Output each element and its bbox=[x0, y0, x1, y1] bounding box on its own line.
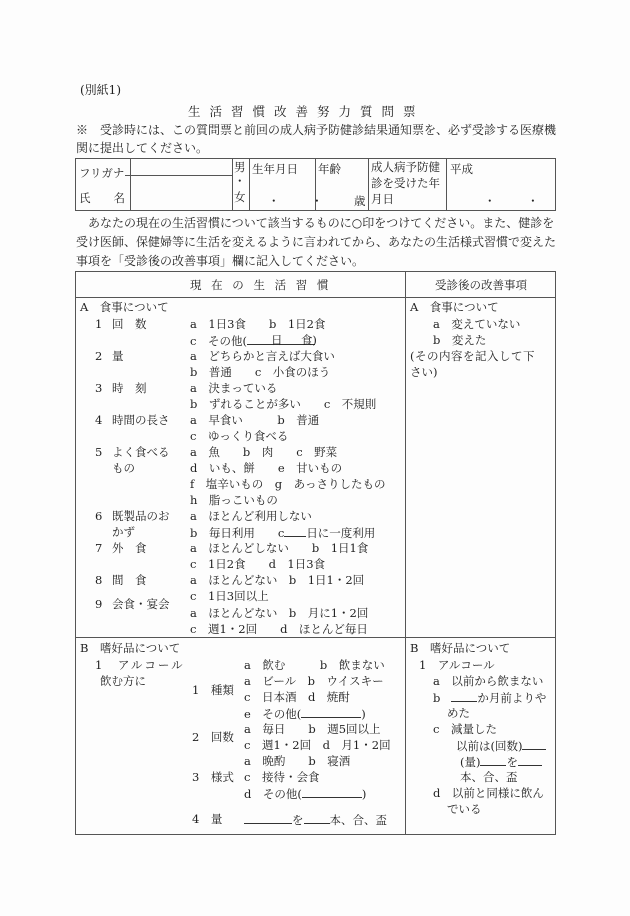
a5-number: 5 bbox=[95, 445, 103, 459]
section-b-heading: B 嗜好品について bbox=[80, 641, 181, 655]
a6-label: 既製品のお bbox=[112, 509, 170, 523]
b1-type-options-3[interactable] bbox=[244, 705, 366, 722]
a9-label: 会食・宴会 bbox=[112, 597, 170, 611]
a1-options-2[interactable] bbox=[190, 332, 315, 349]
sex-female-option[interactable]: 女 bbox=[234, 190, 246, 204]
checkup-date-label-3: 月日 bbox=[371, 192, 394, 206]
b4-wo: を bbox=[292, 813, 304, 827]
after-b-reduced-option[interactable]: c 減量した bbox=[433, 722, 497, 736]
instructions-line-1: あなたの現在の生活習慣について該当するものに○印をつけてください。また、健診を bbox=[76, 216, 555, 230]
a6-number: 6 bbox=[95, 509, 103, 523]
a8-number: 8 bbox=[95, 573, 103, 587]
after-b-before-amount-type-field[interactable] bbox=[480, 753, 506, 766]
after-a-changed-option[interactable]: b 変えた bbox=[433, 333, 487, 347]
a1-options-1[interactable]: a 1日3食 b 1日2食 bbox=[190, 317, 326, 331]
a9-options-2[interactable]: c 週1・2回 d ほとんど毎日 bbox=[190, 622, 368, 636]
a7-options-1[interactable]: a ほとんどしない b 1日1食 bbox=[190, 541, 369, 555]
after-b-same-cont: でいる bbox=[447, 802, 482, 816]
b3-style-options-1[interactable]: a 晩酌 b 寝酒 bbox=[244, 754, 351, 768]
b3-other-field[interactable] bbox=[302, 785, 362, 798]
b4-amount-label: 4 量 bbox=[192, 812, 223, 826]
a5-label: よく食べる bbox=[112, 445, 170, 459]
b-alcohol-label: 1 アルコール bbox=[95, 658, 185, 672]
a9-number: 9 bbox=[95, 597, 103, 611]
a6-days-field[interactable] bbox=[284, 524, 306, 537]
furigana-label: フリガナ bbox=[79, 166, 125, 180]
after-b-units: 本、合、盃 bbox=[460, 770, 518, 784]
b3-style-options-3[interactable] bbox=[244, 785, 366, 802]
after-b-months-field[interactable] bbox=[451, 689, 477, 702]
b1-type-label: 1 種類 bbox=[192, 683, 234, 697]
birthdate-label: 生年月日 bbox=[252, 162, 298, 176]
after-b-quit-cont: めた bbox=[447, 706, 470, 720]
b3-other-label: d その他( bbox=[244, 787, 302, 801]
attachment-label: (別紙1) bbox=[80, 83, 121, 97]
after-b-alcohol-label: 1 アルコール bbox=[419, 658, 495, 672]
b-drinkers-label: 飲む方に bbox=[100, 674, 146, 688]
after-b-never-option[interactable]: a 以前から飲まない bbox=[433, 674, 544, 688]
a1-other-label: c その他( bbox=[190, 334, 247, 348]
a1-number: 1 bbox=[95, 317, 103, 331]
a2-options-1[interactable]: a どちらかと言えば大食い bbox=[190, 349, 335, 363]
a6-label-cont: かず bbox=[112, 525, 135, 539]
after-a-unchanged-option[interactable]: a 変えていない bbox=[433, 317, 521, 331]
a6-options-2[interactable] bbox=[190, 524, 375, 541]
b3-style-options-2[interactable]: c 接待・会食 bbox=[244, 770, 320, 784]
b3-style-label: 3 様式 bbox=[192, 770, 234, 784]
a8-label: 間 食 bbox=[112, 573, 147, 587]
a4-label: 時間の長さ bbox=[112, 413, 170, 427]
notice-line-2: 関に提出してください。 bbox=[76, 141, 209, 155]
sex-separator: ・ bbox=[234, 174, 246, 188]
birthdate-field[interactable]: ・ ・ bbox=[268, 194, 337, 208]
page-title: 生活習慣改善努力質問票 bbox=[188, 104, 425, 119]
column-header-improvements: 受診後の改善事項 bbox=[435, 278, 527, 292]
a7-label: 外 食 bbox=[112, 541, 147, 555]
b2-frequency-label: 2 回数 bbox=[192, 730, 234, 744]
after-a-heading: A 食事について bbox=[410, 300, 499, 314]
a8-options-2[interactable]: c 1日3回以上 bbox=[190, 589, 269, 603]
after-b-before-count-row bbox=[456, 737, 546, 754]
b4-quantity-field[interactable] bbox=[304, 811, 330, 824]
a3-label: 時 刻 bbox=[112, 381, 147, 395]
a5-options-3[interactable]: f 塩辛いもの g あっさりしたもの bbox=[190, 477, 386, 491]
b-drink-yes-no[interactable]: a 飲む b 飲まない bbox=[244, 658, 385, 672]
a2-options-2[interactable]: b 普通 c 小食のほう bbox=[190, 365, 331, 379]
after-b-heading: B 嗜好品について bbox=[410, 641, 511, 655]
age-label: 年齢 bbox=[318, 162, 341, 176]
name-label: 氏 名 bbox=[79, 191, 125, 205]
a4-options-2[interactable]: c ゆっくり食べる bbox=[190, 429, 289, 443]
name-field[interactable] bbox=[131, 176, 231, 210]
instructions-line-3: 事項を「受診後の改善事項」欄に記入してください。 bbox=[76, 254, 365, 268]
b4-units: 本、合、盃 bbox=[329, 813, 387, 827]
furigana-field[interactable] bbox=[131, 159, 231, 175]
b4-drink-type-field[interactable] bbox=[244, 811, 292, 824]
a6-options-1[interactable]: a ほとんど利用しない bbox=[190, 509, 312, 523]
a5-options-1[interactable]: a 魚 b 肉 c 野菜 bbox=[190, 445, 338, 459]
a2-label: 量 bbox=[112, 349, 124, 363]
b1-type-options-1[interactable]: a ビール b ウイスキー bbox=[244, 674, 384, 688]
after-b-quit-option[interactable] bbox=[433, 689, 546, 706]
a5-options-4[interactable]: h 脂っこいもの bbox=[190, 493, 278, 507]
a4-options-1[interactable]: a 早食い b 普通 bbox=[190, 413, 320, 427]
a7-options-2[interactable]: c 1日2食 d 1日3食 bbox=[190, 557, 326, 571]
a1-other-field[interactable] bbox=[247, 332, 315, 345]
after-b-before-amount-qty-field[interactable] bbox=[518, 753, 542, 766]
after-b-quit-text: か月前よりや bbox=[477, 691, 547, 705]
a1-label: 回 数 bbox=[112, 317, 147, 331]
after-b-same-option[interactable]: d 以前と同様に飲ん bbox=[433, 786, 544, 800]
after-a-note-1: (その内容を記入して下 bbox=[410, 349, 535, 363]
column-header-current-habits: 現 在 の 生 活 習 慣 bbox=[190, 278, 332, 292]
b2-frequency-options-1[interactable]: a 毎日 b 週5回以上 bbox=[244, 722, 381, 736]
checkup-date-field[interactable]: ・ ・ bbox=[484, 194, 553, 208]
after-b-wo: を bbox=[506, 755, 518, 769]
b4-amount-row bbox=[244, 811, 387, 828]
after-b-before-count-label: 以前は(回数) bbox=[456, 739, 523, 753]
after-b-quit-letter: b bbox=[433, 691, 441, 705]
a1-day-unit: 日 bbox=[270, 333, 283, 347]
b1-other-close: ) bbox=[361, 707, 366, 721]
after-b-before-amount-label: (量) bbox=[460, 755, 481, 769]
age-unit: 歳 bbox=[354, 194, 366, 208]
a6-options-2-label: b 毎日利用 c bbox=[190, 526, 285, 540]
b3-other-close: ) bbox=[361, 787, 367, 801]
a3-number: 3 bbox=[95, 381, 103, 395]
b1-other-label: e その他( bbox=[244, 707, 302, 721]
checkup-date-label-1: 成人病予防健 bbox=[371, 160, 440, 174]
a3-options-2[interactable]: b ずれることが多い c 不規則 bbox=[190, 397, 377, 411]
sex-male-option[interactable]: 男 bbox=[234, 160, 246, 174]
a5-label-cont: もの bbox=[112, 461, 135, 475]
checkup-date-label-2: 診を受けた年 bbox=[371, 176, 440, 190]
a3-options-1[interactable]: a 決まっている bbox=[190, 381, 278, 395]
a1-meal-unit: 食) bbox=[300, 333, 317, 347]
a2-number: 2 bbox=[95, 349, 103, 363]
a8-options-1[interactable]: a ほとんどない b 1日1・2回 bbox=[190, 573, 365, 587]
b2-frequency-options-2[interactable]: c 週1・2回 d 月1・2回 bbox=[244, 738, 391, 752]
a4-number: 4 bbox=[95, 413, 103, 427]
age-field[interactable] bbox=[316, 176, 352, 206]
b1-type-options-2[interactable]: c 日本酒 d 焼酎 bbox=[244, 690, 350, 704]
after-b-before-count-field[interactable] bbox=[522, 737, 546, 750]
section-a-heading: A 食事について bbox=[80, 300, 169, 314]
a5-options-2[interactable]: d いも、餅 e 甘いもの bbox=[190, 461, 343, 475]
instructions-line-2: 受け医師、保健婦等に生活を変えるように言われてから、あなたの生活様式習慣で変えた bbox=[76, 235, 557, 249]
era-label: 平成 bbox=[450, 162, 473, 176]
notice-line-1: ※ 受診時には、この質問票と前回の成人病予防健診結果通知票を、必ず受診する医療機 bbox=[76, 123, 557, 137]
after-a-note-2: さい) bbox=[410, 365, 438, 379]
a6-days-suffix: 日に一度利用 bbox=[306, 526, 376, 540]
b1-other-field[interactable] bbox=[301, 705, 361, 718]
after-b-before-amount-row bbox=[460, 753, 542, 770]
a7-number: 7 bbox=[95, 541, 103, 555]
after-a-details-field[interactable] bbox=[408, 382, 553, 632]
a9-options-1[interactable]: a ほとんどない b 月に1・2回 bbox=[190, 606, 369, 620]
